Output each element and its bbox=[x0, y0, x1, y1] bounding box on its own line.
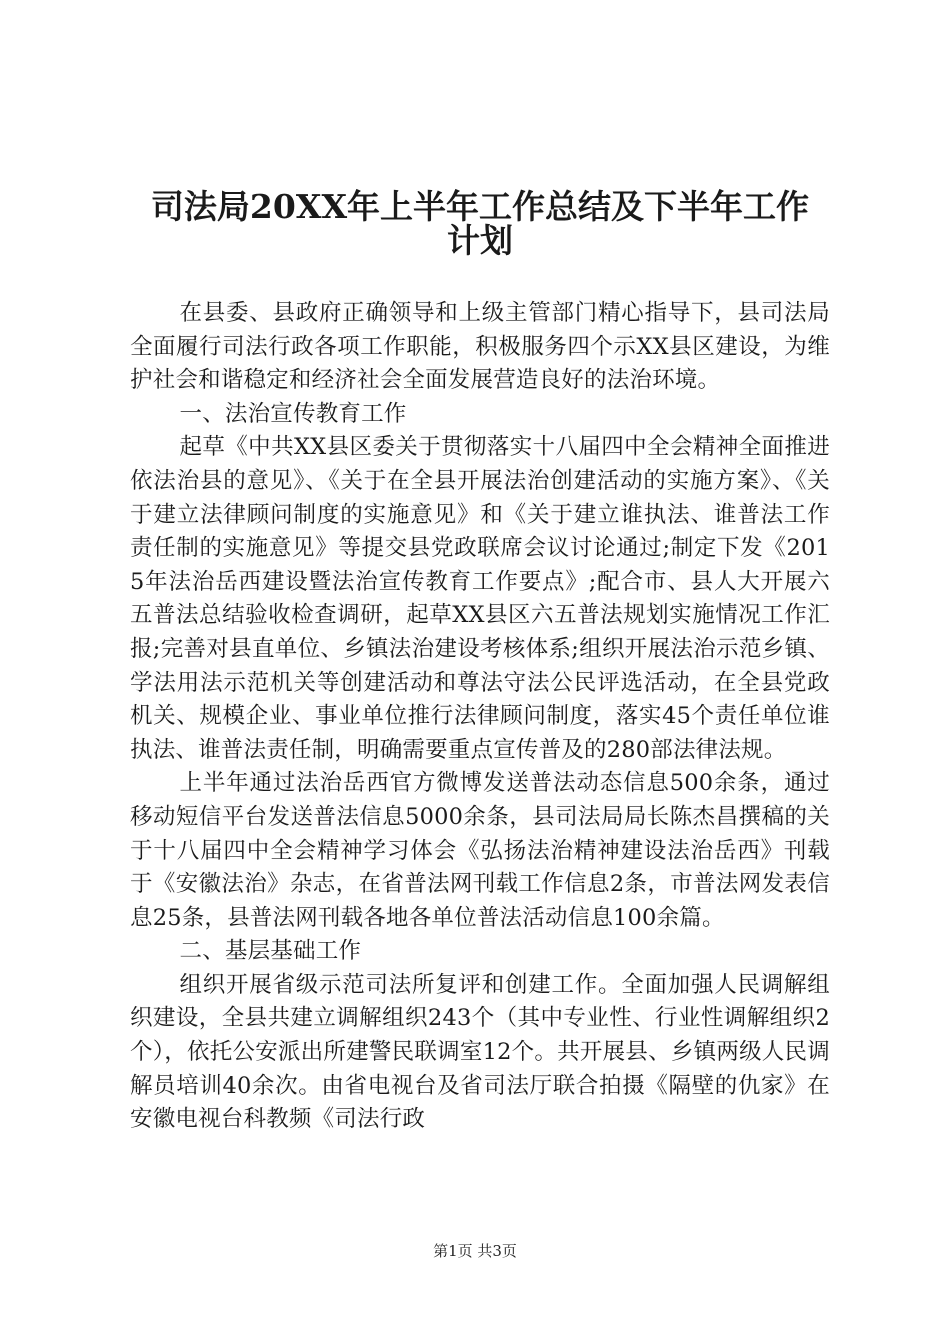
page-footer: 第1页 共3页 bbox=[433, 1242, 517, 1260]
paragraph-publicity: 上半年通过法治岳西官方微博发送普法动态信息500余条，通过移动短信平台发送普法信息5000余条，县司法局局长陈杰昌撰稿的关于十八届四中全会精神学习体会《弘扬法治精神建设法治岳西》刊载于《安徽法治》杂志，在省普法网刊载工作信息2条，市普法网发表信息25条，县普法网刊载各地各单位普法活动信息100余篇。 bbox=[130, 770, 830, 931]
paragraph-grassroots: 组织开展省级示范司法所复评和创建工作。全面加强人民调解组织建设，全县共建立调解组织243个（其中专业性、行业性调解组织2个），依托公安派出所建警民联调室12个。共开展县、乡镇两级人民调解员培训40余次。由省电视台及省司法厅联合拍摄《隔壁的仇家》在安徽电视台科教频《司法行政 bbox=[130, 971, 830, 1133]
paragraph-intro: 在县委、县政府正确领导和上级主管部门精心指导下，县司法局全面履行司法行政各项工作职能，积极服务四个示XX县区建设，为维护社会和谐稳定和经济社会全面发展营造良好的法治环境。 bbox=[130, 300, 830, 394]
document-body bbox=[130, 297, 830, 1137]
document-title-line1: 司法局20XX年上半年工作总结及下半年工作 bbox=[150, 187, 810, 226]
document-title-line2: 计划 bbox=[447, 221, 513, 260]
section-heading-1: 一、法治宣传教育工作 bbox=[179, 400, 407, 427]
section-heading-2: 二、基层基础工作 bbox=[179, 938, 362, 965]
paragraph-legal-education: 起草《中共XX县区委关于贯彻落实十八届四中全会精神全面推进依法治县的意见》、《关于在全县开展法治创建活动的实施方案》、《关于建立法律顾问制度的实施意见》和《关于建立谁执法、谁普法工作责任制的实施意见》等提交县党政联席会议讨论通过;制定下发《2015年法治岳西建设暨法治宣传教育工作要点》;配合市、县人大开展六五普法总结验收检查调研，起草XX县区六五普法规划实施情况工作汇报;完善对县直单位、乡镇法治建设考核体系;组织开展法治示范乡镇、学法用法示范机关等创建活动和尊法守法公民评选活动，在全县党政机关、规模企业、事业单位推行法律顾问制度，落实45个责任单位谁执法、谁普法责任制，明确需要重点宣传普及的280部法律法规。 bbox=[130, 434, 830, 763]
